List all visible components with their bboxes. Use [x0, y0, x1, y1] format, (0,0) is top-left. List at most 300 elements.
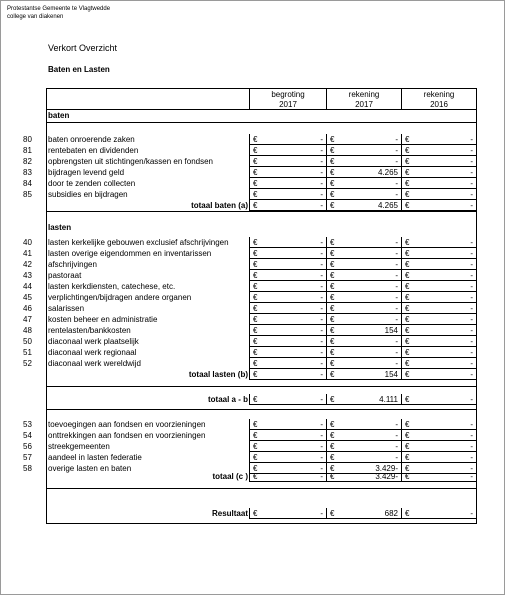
table-row — [1, 134, 506, 145]
row-label: door te zenden collecten — [48, 179, 136, 188]
amount-value: - — [470, 157, 473, 166]
currency-symbol: € — [330, 190, 335, 199]
amount-value: - — [470, 472, 473, 481]
amount-value: - — [320, 293, 323, 302]
currency-symbol: € — [330, 238, 335, 247]
column-header-begroting-2017 — [249, 89, 326, 109]
currency-symbol: € — [405, 238, 410, 247]
currency-symbol: € — [253, 442, 258, 451]
row-label: rentebaten en dividenden — [48, 146, 139, 155]
amount-value: - — [470, 168, 473, 177]
currency-symbol: € — [253, 260, 258, 269]
page-subtitle: Baten en Lasten — [48, 65, 110, 74]
amount-cell — [401, 189, 476, 200]
amount-value: - — [470, 146, 473, 155]
amount-value: - — [470, 260, 473, 269]
amount-cell — [326, 394, 401, 405]
amount-value: 154 — [384, 326, 398, 335]
amount-cell — [249, 200, 326, 211]
currency-symbol: € — [405, 420, 410, 429]
row-label: lasten kerkdiensten, catechese, etc. — [48, 282, 176, 291]
column-header-line1: begroting — [271, 90, 305, 99]
currency-symbol: € — [405, 179, 410, 188]
amount-cell — [249, 156, 326, 167]
amount-value: 4.111 — [379, 395, 398, 404]
amount-cell — [326, 347, 401, 358]
currency-symbol: € — [253, 431, 258, 440]
currency-symbol: € — [330, 464, 335, 473]
row-number: 81 — [23, 146, 32, 155]
currency-symbol: € — [405, 509, 410, 518]
amount-cell — [401, 358, 476, 369]
amount-cell — [401, 430, 476, 441]
amount-cell — [401, 325, 476, 336]
amount-value: - — [470, 293, 473, 302]
amount-cell — [326, 441, 401, 452]
amount-value: 4.265 — [377, 168, 398, 177]
currency-symbol: € — [330, 260, 335, 269]
amount-value: - — [395, 453, 398, 462]
total-label: totaal a - b — [207, 395, 248, 404]
amount-cell — [326, 156, 401, 167]
amount-cell — [401, 369, 476, 380]
currency-symbol: € — [253, 304, 258, 313]
amount-cell — [326, 430, 401, 441]
table-row — [1, 430, 506, 441]
amount-cell — [401, 292, 476, 303]
amount-value: - — [470, 442, 473, 451]
currency-symbol: € — [253, 326, 258, 335]
currency-symbol: € — [253, 453, 258, 462]
amount-value: - — [395, 260, 398, 269]
amount-cell — [249, 336, 326, 347]
currency-symbol: € — [405, 157, 410, 166]
row-label: subsidies en bijdragen — [48, 190, 128, 199]
table-row — [1, 237, 506, 248]
row-label: pastoraat — [48, 271, 82, 280]
currency-symbol: € — [330, 249, 335, 258]
amount-cell — [401, 200, 476, 211]
amount-cell — [401, 336, 476, 347]
amount-cell — [326, 178, 401, 189]
table-row — [1, 347, 506, 358]
row-label: afschrijvingen — [48, 260, 97, 269]
row-number: 80 — [23, 135, 32, 144]
amount-value: - — [320, 370, 323, 379]
currency-symbol: € — [253, 464, 258, 473]
total-row-a-b — [1, 394, 506, 405]
amount-value: - — [320, 509, 323, 518]
page-title: Verkort Overzicht — [48, 43, 118, 53]
amount-cell — [401, 314, 476, 325]
amount-value: - — [320, 157, 323, 166]
currency-symbol: € — [405, 472, 410, 481]
amount-cell — [249, 303, 326, 314]
amount-cell — [249, 270, 326, 281]
amount-cell — [249, 419, 326, 430]
amount-value: - — [470, 315, 473, 324]
table-row — [1, 248, 506, 259]
total-row-resultaat — [1, 508, 506, 519]
amount-cell — [249, 471, 326, 482]
currency-symbol: € — [253, 249, 258, 258]
amount-value: - — [395, 282, 398, 291]
currency-symbol: € — [330, 201, 335, 210]
amount-cell — [401, 303, 476, 314]
row-number: 46 — [23, 304, 32, 313]
table-row — [1, 259, 506, 270]
currency-symbol: € — [253, 315, 258, 324]
row-label: rentelasten/bankkosten — [48, 326, 131, 335]
currency-symbol: € — [253, 190, 258, 199]
amount-value: - — [320, 238, 323, 247]
amount-value: - — [320, 146, 323, 155]
amount-cell — [326, 325, 401, 336]
amount-cell — [401, 178, 476, 189]
amount-value: - — [320, 464, 323, 473]
amount-cell — [326, 452, 401, 463]
amount-value: - — [470, 282, 473, 291]
amount-value: - — [320, 453, 323, 462]
amount-cell — [326, 419, 401, 430]
total-label: Resultaat — [211, 509, 248, 518]
amount-cell — [326, 303, 401, 314]
currency-symbol: € — [330, 348, 335, 357]
amount-cell — [401, 248, 476, 259]
currency-symbol: € — [330, 157, 335, 166]
row-label: diaconaal werk wereldwijd — [48, 359, 141, 368]
table-bottom-border — [46, 523, 477, 524]
table-row — [1, 189, 506, 200]
amount-cell — [249, 369, 326, 380]
amount-cell — [249, 452, 326, 463]
currency-symbol: € — [330, 315, 335, 324]
amount-cell — [249, 292, 326, 303]
amount-cell — [326, 248, 401, 259]
row-number: 54 — [23, 431, 32, 440]
amount-value: - — [470, 190, 473, 199]
amount-cell — [401, 259, 476, 270]
amount-cell — [326, 292, 401, 303]
amount-cell — [249, 189, 326, 200]
row-number: 57 — [23, 453, 32, 462]
row-label: salarissen — [48, 304, 85, 313]
currency-symbol: € — [330, 271, 335, 280]
row-number: 82 — [23, 157, 32, 166]
currency-symbol: € — [330, 179, 335, 188]
amount-value: - — [320, 395, 323, 404]
table-row — [1, 167, 506, 178]
currency-symbol: € — [253, 282, 258, 291]
currency-symbol: € — [330, 326, 335, 335]
row-label: opbrengsten uit stichtingen/kassen en fondsen — [48, 157, 214, 166]
amount-value: - — [320, 201, 323, 210]
amount-cell — [401, 394, 476, 405]
table-row — [1, 303, 506, 314]
amount-value: - — [320, 304, 323, 313]
currency-symbol: € — [330, 509, 335, 518]
row-number: 85 — [23, 190, 32, 199]
amount-cell — [249, 394, 326, 405]
amount-value: - — [395, 249, 398, 258]
currency-symbol: € — [330, 359, 335, 368]
row-label: diaconaal werk plaatselijk — [48, 337, 139, 346]
currency-symbol: € — [405, 201, 410, 210]
currency-symbol: € — [253, 135, 258, 144]
amount-cell — [326, 270, 401, 281]
amount-value: - — [470, 326, 473, 335]
section-divider — [46, 488, 477, 489]
currency-symbol: € — [253, 337, 258, 346]
column-header-line2: 2017 — [355, 100, 373, 109]
currency-symbol: € — [253, 146, 258, 155]
amount-cell — [326, 134, 401, 145]
amount-value: - — [470, 370, 473, 379]
total-label: totaal lasten (b) — [188, 370, 248, 379]
amount-cell — [326, 508, 401, 519]
amount-cell — [401, 145, 476, 156]
amount-value: - — [470, 509, 473, 518]
amount-cell — [401, 347, 476, 358]
table-row — [1, 281, 506, 292]
currency-symbol: € — [330, 453, 335, 462]
amount-value: - — [320, 135, 323, 144]
row-label: bijdragen levend geld — [48, 168, 125, 177]
currency-symbol: € — [405, 260, 410, 269]
amount-cell — [326, 259, 401, 270]
amount-value: - — [395, 420, 398, 429]
amount-cell — [326, 314, 401, 325]
amount-cell — [249, 134, 326, 145]
amount-value: - — [320, 326, 323, 335]
currency-symbol: € — [253, 293, 258, 302]
currency-symbol: € — [253, 472, 258, 481]
amount-cell — [401, 167, 476, 178]
row-label: kosten beheer en administratie — [48, 315, 158, 324]
amount-cell — [326, 369, 401, 380]
amount-cell — [401, 508, 476, 519]
amount-value: - — [320, 282, 323, 291]
amount-cell — [401, 237, 476, 248]
table-row — [1, 419, 506, 430]
currency-symbol: € — [253, 359, 258, 368]
amount-cell — [249, 178, 326, 189]
total-row-c — [1, 471, 506, 482]
amount-cell — [326, 167, 401, 178]
row-number: 58 — [23, 464, 32, 473]
amount-cell — [326, 281, 401, 292]
currency-symbol: € — [330, 282, 335, 291]
amount-value: 154 — [384, 370, 398, 379]
currency-symbol: € — [405, 135, 410, 144]
amount-cell — [249, 314, 326, 325]
amount-value: - — [470, 395, 473, 404]
currency-symbol: € — [253, 420, 258, 429]
amount-value: - — [470, 271, 473, 280]
amount-cell — [401, 419, 476, 430]
amount-value: - — [470, 431, 473, 440]
column-header-line2: 2016 — [430, 100, 448, 109]
amount-cell — [249, 347, 326, 358]
currency-symbol: € — [253, 271, 258, 280]
table-row — [1, 336, 506, 347]
amount-cell — [249, 167, 326, 178]
table-row — [1, 314, 506, 325]
currency-symbol: € — [330, 442, 335, 451]
column-header-line2: 2017 — [279, 100, 297, 109]
currency-symbol: € — [405, 304, 410, 313]
amount-cell — [401, 452, 476, 463]
currency-symbol: € — [405, 315, 410, 324]
currency-symbol: € — [253, 157, 258, 166]
amount-value: - — [470, 249, 473, 258]
row-number: 51 — [23, 348, 32, 357]
amount-value: - — [395, 348, 398, 357]
row-label: verplichtingen/bijdragen andere organen — [48, 293, 192, 302]
currency-symbol: € — [405, 395, 410, 404]
amount-value: - — [320, 190, 323, 199]
currency-symbol: € — [405, 271, 410, 280]
amount-cell — [326, 336, 401, 347]
row-number: 48 — [23, 326, 32, 335]
amount-value: - — [470, 238, 473, 247]
row-label: lasten overige eigendommen en inventarissen — [48, 249, 212, 258]
amount-cell — [249, 145, 326, 156]
amount-cell — [249, 508, 326, 519]
table-row — [1, 292, 506, 303]
amount-value: - — [395, 238, 398, 247]
row-label: lasten kerkelijke gebouwen exclusief afschrijvingen — [48, 238, 229, 247]
currency-symbol: € — [253, 168, 258, 177]
amount-value: - — [320, 249, 323, 258]
amount-value: - — [320, 168, 323, 177]
currency-symbol: € — [405, 146, 410, 155]
row-label: overige lasten en baten — [48, 464, 132, 473]
row-label: aandeel in lasten federatie — [48, 453, 142, 462]
amount-value: - — [320, 315, 323, 324]
currency-symbol: € — [330, 337, 335, 346]
currency-symbol: € — [253, 348, 258, 357]
table-header — [46, 88, 476, 110]
row-number: 44 — [23, 282, 32, 291]
currency-symbol: € — [405, 168, 410, 177]
amount-cell — [249, 358, 326, 369]
currency-symbol: € — [253, 179, 258, 188]
section-divider — [46, 211, 477, 212]
currency-symbol: € — [405, 293, 410, 302]
total-row-baten — [1, 200, 506, 211]
amount-cell — [249, 281, 326, 292]
amount-value: - — [395, 442, 398, 451]
amount-cell — [326, 237, 401, 248]
row-label: toevoegingen aan fondsen en voorzieningen — [48, 420, 206, 429]
amount-cell — [326, 471, 401, 482]
table-row — [1, 441, 506, 452]
currency-symbol: € — [405, 337, 410, 346]
currency-symbol: € — [405, 282, 410, 291]
amount-value: - — [470, 348, 473, 357]
amount-value: - — [395, 179, 398, 188]
currency-symbol: € — [330, 293, 335, 302]
row-label: streekgemeenten — [48, 442, 110, 451]
table-row — [1, 145, 506, 156]
amount-value: - — [395, 190, 398, 199]
amount-value: - — [320, 359, 323, 368]
amount-value: 3.429- — [375, 464, 398, 473]
row-number: 40 — [23, 238, 32, 247]
table-row — [1, 178, 506, 189]
row-number: 52 — [23, 359, 32, 368]
currency-symbol: € — [330, 370, 335, 379]
amount-value: - — [320, 271, 323, 280]
section-divider — [46, 386, 477, 387]
amount-value: - — [470, 453, 473, 462]
amount-cell — [326, 145, 401, 156]
column-header-line1: rekening — [423, 90, 455, 99]
currency-symbol: € — [330, 431, 335, 440]
currency-symbol: € — [253, 509, 258, 518]
row-label: baten onroerende zaken — [48, 135, 135, 144]
amount-value: - — [470, 304, 473, 313]
column-header-rekening-2017 — [326, 89, 401, 109]
total-label: totaal baten (a) — [191, 201, 248, 210]
amount-value: - — [320, 420, 323, 429]
amount-value: - — [470, 179, 473, 188]
currency-symbol: € — [405, 453, 410, 462]
amount-cell — [249, 259, 326, 270]
row-number: 83 — [23, 168, 32, 177]
amount-value: - — [395, 293, 398, 302]
amount-cell — [401, 270, 476, 281]
amount-value: 682 — [384, 509, 398, 518]
amount-value: - — [470, 337, 473, 346]
currency-symbol: € — [405, 464, 410, 473]
currency-symbol: € — [330, 420, 335, 429]
row-number: 41 — [23, 249, 32, 258]
total-row-lasten — [1, 369, 506, 380]
amount-value: 4.265 — [377, 201, 398, 210]
column-header-rekening-2016 — [401, 89, 476, 109]
section-divider — [46, 122, 477, 123]
row-number: 45 — [23, 293, 32, 302]
amount-value: - — [320, 337, 323, 346]
amount-value: - — [395, 271, 398, 280]
section-title-baten: baten — [48, 111, 70, 120]
currency-symbol: € — [330, 146, 335, 155]
row-number: 50 — [23, 337, 32, 346]
amount-value: - — [395, 359, 398, 368]
amount-value: - — [395, 146, 398, 155]
currency-symbol: € — [330, 135, 335, 144]
amount-value: - — [395, 431, 398, 440]
currency-symbol: € — [253, 201, 258, 210]
currency-symbol: € — [330, 304, 335, 313]
table-row — [1, 358, 506, 369]
amount-value: - — [320, 348, 323, 357]
table-row — [1, 156, 506, 167]
currency-symbol: € — [253, 395, 258, 404]
amount-value: - — [395, 304, 398, 313]
section-title-lasten: lasten — [48, 223, 72, 232]
amount-cell — [401, 281, 476, 292]
amount-value: - — [470, 420, 473, 429]
row-number: 84 — [23, 179, 32, 188]
currency-symbol: € — [405, 348, 410, 357]
row-number: 53 — [23, 420, 32, 429]
amount-value: - — [470, 201, 473, 210]
amount-value: - — [320, 472, 323, 481]
total-label: totaal (c ) — [212, 472, 248, 481]
